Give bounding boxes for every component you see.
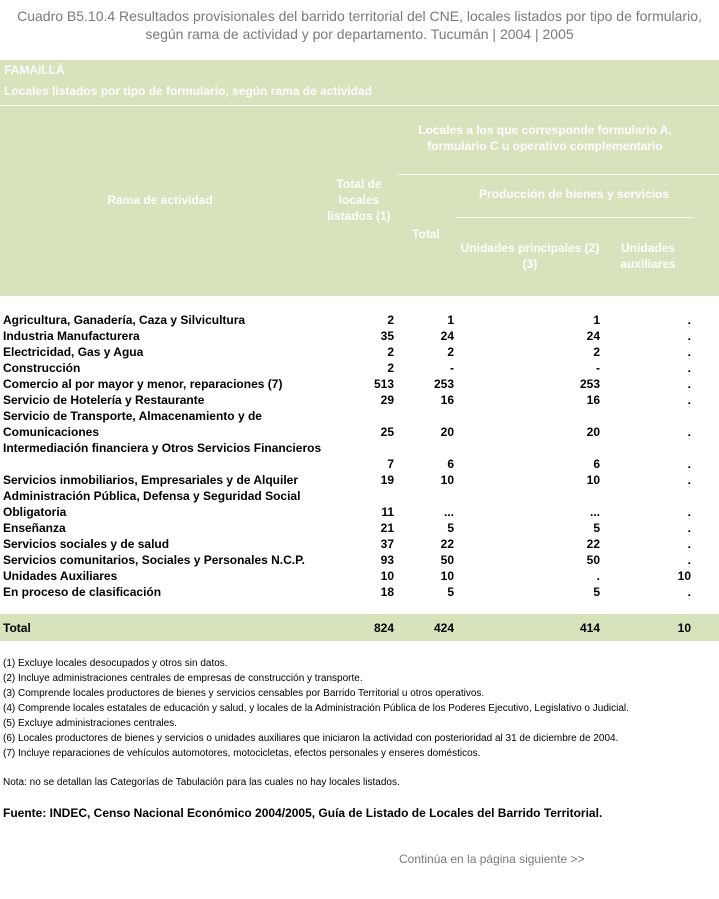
row-rama: Servicio de Hotelería y Restaurante <box>3 393 205 407</box>
total-row <box>0 614 719 641</box>
row-rama: Industria Manufacturera <box>3 329 140 343</box>
row-rama: Administración Pública, Defensa y Seguridad Social <box>3 489 301 503</box>
row-total: ... <box>443 505 454 519</box>
row-rama: Intermediación financiera y Otros Servicios Financieros <box>3 441 322 455</box>
footnote: (3) Comprende locales productores de bienes y servicios censables por Barrido Territorial u otros operativos. <box>3 688 485 699</box>
row-unidades-principales: 24 <box>586 329 600 343</box>
title-line-1: Cuadro B5.10.4 Resultados provisionales del barrido territorial del CNE, locales listados por tipo de formulario, <box>17 8 702 24</box>
row-total: 22 <box>440 537 454 551</box>
continue-link[interactable]: Continúa en la página siguiente >> <box>399 852 585 866</box>
footnote: (1) Excluye locales desocupados y otros sin datos. <box>3 658 228 669</box>
row-total: 5 <box>447 521 454 535</box>
row-unidades-auxiliares: . <box>687 393 691 407</box>
row-unidades-principales: 6 <box>593 457 600 471</box>
source-note: Fuente: INDEC, Censo Nacional Económico 2004/2005, Guía de Listado de Locales del Barrido Territorial. <box>3 806 603 820</box>
row-unidades-auxiliares: 10 <box>677 569 691 583</box>
row-total-locales: 25 <box>380 425 394 439</box>
row-unidades-auxiliares: . <box>687 377 691 391</box>
row-unidades-principales: 2 <box>593 345 600 359</box>
row-rama: Electricidad, Gas y Agua <box>3 345 144 359</box>
title-line-2: según rama de actividad y por departamento. Tucumán | 2004 | 2005 <box>145 26 574 42</box>
row-rama: Servicios sociales y de salud <box>3 537 170 551</box>
row-total-locales: 37 <box>380 537 394 551</box>
row-total-locales: 7 <box>387 457 394 471</box>
table-subtitle: Locales listados por tipo de formulario, según rama de actividad <box>4 84 373 98</box>
row-unidades-auxiliares: . <box>687 345 691 359</box>
row-total-locales: 93 <box>380 553 394 567</box>
row-unidades-principales: 10 <box>586 473 600 487</box>
table-header <box>0 106 719 296</box>
row-unidades-principales: ... <box>589 505 600 519</box>
row-unidades-principales: - <box>596 361 600 375</box>
row-unidades-principales: . <box>596 569 600 583</box>
header-total: Total <box>412 227 440 241</box>
row-total: 16 <box>440 393 454 407</box>
row-total: 24 <box>440 329 454 343</box>
row-rama: Agricultura, Ganadería, Caza y Silvicultura <box>3 313 246 327</box>
row-total: 10 <box>440 473 454 487</box>
footnote: (4) Comprende locales estatales de educación y salud, y locales de la Administración Pública de los Poderes Ejecutivo, Legislativo o Judicial. <box>3 703 629 714</box>
row-total: 20 <box>440 425 454 439</box>
row-total-locales: 2 <box>387 313 394 327</box>
header-total-locales: Total de locales listados (1) <box>327 177 391 223</box>
row-total: 5 <box>447 585 454 599</box>
header-rama: Rama de actividad <box>107 193 213 207</box>
row-unidades-principales: 5 <box>593 585 600 599</box>
row-rama: Servicio de Transporte, Almacenamiento y de <box>3 409 262 423</box>
header-unidades-auxiliares: Unidades auxiliares <box>620 241 676 271</box>
row-unidades-auxiliares: . <box>687 553 691 567</box>
row-rama: Unidades Auxiliares <box>3 569 118 583</box>
total-total: 424 <box>433 621 454 635</box>
row-total: 1 <box>447 313 454 327</box>
row-rama: En proceso de clasificación <box>3 585 162 599</box>
row-unidades-principales: 22 <box>586 537 600 551</box>
row-rama-continued: Obligatoria <box>3 505 67 519</box>
department-name: FAMAILLÁ <box>4 63 65 77</box>
department-band <box>0 60 719 106</box>
footnote: (2) Incluye administraciones centrales de empresas de construcción y transporte. <box>3 673 363 684</box>
total-total-locales: 824 <box>373 621 394 635</box>
header-divider-2 <box>456 217 694 218</box>
row-unidades-auxiliares: . <box>687 329 691 343</box>
footnote: (7) Incluye reparaciones de vehículos automotores, motocicletas, efectos personales y enseres domésticos. <box>3 748 481 759</box>
row-total: 253 <box>433 377 454 391</box>
table-title <box>0 7 719 43</box>
row-unidades-principales: 50 <box>586 553 600 567</box>
footnote: (6) Locales productores de bienes y servicios o unidades auxiliares que iniciaron la actividad con posterioridad al 31 de diciembre de 2004. <box>3 733 619 744</box>
footnotes <box>3 656 629 761</box>
footnote: (5) Excluye administraciones centrales. <box>3 718 177 729</box>
row-unidades-principales: 253 <box>579 377 600 391</box>
row-total: - <box>450 361 454 375</box>
header-group: Locales a los que corresponde formulario A, formulario C u operativo complementario <box>418 123 672 153</box>
row-rama: Comercio al por mayor y menor, reparaciones (7) <box>3 377 283 391</box>
row-unidades-auxiliares: . <box>687 473 691 487</box>
row-total: 2 <box>447 345 454 359</box>
row-total-locales: 18 <box>380 585 394 599</box>
table-note: Nota: no se detallan las Categorías de Tabulación para las cuales no hay locales listados. <box>3 777 400 788</box>
row-total-locales: 2 <box>387 361 394 375</box>
row-total-locales: 21 <box>380 521 394 535</box>
row-unidades-principales: 16 <box>586 393 600 407</box>
row-unidades-auxiliares: . <box>687 521 691 535</box>
row-unidades-auxiliares: . <box>687 505 691 519</box>
row-unidades-auxiliares: . <box>687 585 691 599</box>
row-rama: Construcción <box>3 361 81 375</box>
row-total-locales: 35 <box>380 329 394 343</box>
row-total-locales: 11 <box>381 505 394 519</box>
row-unidades-auxiliares: . <box>687 457 691 471</box>
row-unidades-auxiliares: . <box>687 313 691 327</box>
row-rama: Enseñanza <box>3 521 66 535</box>
total-unidades-auxiliares: 10 <box>677 621 691 635</box>
row-total: 6 <box>447 457 454 471</box>
row-unidades-principales: 5 <box>593 521 600 535</box>
row-unidades-auxiliares: . <box>687 537 691 551</box>
row-total-locales: 2 <box>387 345 394 359</box>
row-total-locales: 19 <box>380 473 394 487</box>
row-total-locales: 29 <box>380 393 394 407</box>
header-divider-1 <box>398 174 719 175</box>
row-total: 10 <box>440 569 454 583</box>
row-unidades-auxiliares: . <box>687 361 691 375</box>
row-total-locales: 10 <box>380 569 394 583</box>
row-total-locales: 513 <box>373 377 394 391</box>
row-rama: Servicios comunitarios, Sociales y Personales N.C.P. <box>3 553 305 567</box>
header-produccion: Producción de bienes y servicios <box>478 187 670 201</box>
row-rama: Servicios inmobiliarios, Empresariales y de Alquiler <box>3 473 299 487</box>
row-unidades-auxiliares: . <box>687 425 691 439</box>
row-total: 50 <box>440 553 454 567</box>
total-unidades-principales: 414 <box>579 621 600 635</box>
total-label: Total <box>3 621 31 635</box>
row-unidades-principales: 1 <box>593 313 600 327</box>
header-unidades-principales: Unidades principales (2) (3) <box>460 241 600 271</box>
row-rama-continued: Comunicaciones <box>3 425 100 439</box>
row-unidades-principales: 20 <box>586 425 600 439</box>
